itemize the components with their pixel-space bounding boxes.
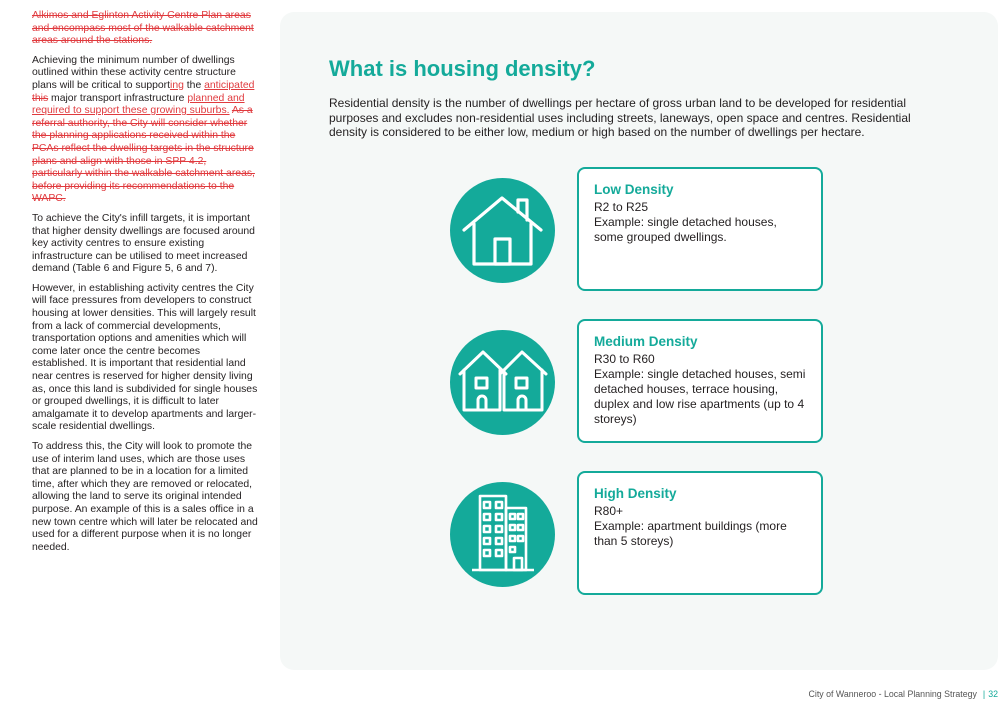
card-description: Example: single detached houses, some grouped dwellings. (594, 215, 777, 244)
inserted-text: anticipated (204, 79, 255, 91)
body-text-column (32, 10, 258, 561)
density-card-low (577, 167, 823, 291)
page-footer (809, 689, 998, 699)
card-range: R80+ (594, 504, 624, 518)
paragraph-text: Achieving the minimum number of dwellings outlined within these activity centre structure plans will be critical to support (32, 54, 236, 91)
house-icon (450, 178, 555, 283)
panel-intro: Residential density is the number of dwellings per hectare of gross urban land to be developed for residential purposes and excludes non-residential uses including streets, laneways, open space and centres. Residential density is considered to be either low, medium or high based on the number of dwellings per hectare. (329, 96, 911, 140)
density-card-high (577, 471, 823, 595)
inserted-text: ing (170, 79, 184, 91)
tracked-paragraph-1 (32, 10, 258, 48)
paragraph-5: To address this, the City will look to promote the use of interim land uses, which are those uses that are planned to be in a location for a limited time, after which they are removed or relocated, allowing the land to serve its original intended purpose. An example of this is a sales office in a new town centre which will later be relocated and used for a different purpose when it is no longer needed. (32, 441, 258, 553)
card-title: Low Density (594, 182, 674, 197)
inserted-text: planned and required to support these growing suburbs. (32, 92, 245, 117)
page-number: 32 (988, 689, 998, 699)
paragraph-4: However, in establishing activity centres the City will face pressures from developers to construct housing at lower densities. This will largely result from a lack of commercial developments, transportation options and amenities which will come later once the centre becomes established. It is important that residential land near centres is reserved for higher density living as, once this land is subdivided for single houses or grouped dwellings, it is difficult to later amalgamate it to develop apartments and larger-scale residential dwellings. (32, 282, 258, 433)
footer-text: City of Wanneroo - Local Planning Strategy (808, 689, 977, 699)
housing-density-panel (280, 12, 998, 670)
card-title: Medium Density (594, 334, 698, 349)
footer-separator: | (982, 689, 986, 699)
paragraph-text: major transport infrastructure (48, 92, 188, 104)
deleted-text: Alkimos and Eglinton Activity Centre Plan areas and encompass most of the walkable catchment areas around the stations. (32, 10, 254, 47)
semi-detached-houses-icon (450, 330, 555, 435)
deleted-text: this (32, 92, 49, 104)
density-card-medium (577, 319, 823, 443)
paragraph-3: To achieve the City's infill targets, it is important that higher density dwellings are focused around key activity centres to ensure existing infrastructure can be utilised to meet increased demand (Table 6 and Figure 5, 6 and 7). (32, 212, 255, 275)
panel-title: What is housing density? (329, 56, 596, 81)
tracked-paragraph-2 (32, 55, 258, 206)
card-range: R2 to R25 (594, 200, 649, 214)
card-title: High Density (594, 486, 677, 501)
card-range: R30 to R60 (594, 352, 655, 366)
deleted-text: As a referral authority, the City will consider whether the planning applications received within the PCAs reflect the dwelling targets in the structure plans and align with those in SPP 4.2, particularly within the walkable catchment areas, before providing its recommendations to the WAPC. (32, 105, 255, 205)
paragraph-text: the (183, 79, 205, 91)
apartment-building-icon (450, 482, 555, 587)
card-description: Example: apartment buildings (more than 5 storeys) (594, 519, 787, 548)
card-description: Example: single detached houses, semi detached houses, terrace housing, duplex and low rise apartments (up to 4 storeys) (594, 367, 806, 426)
